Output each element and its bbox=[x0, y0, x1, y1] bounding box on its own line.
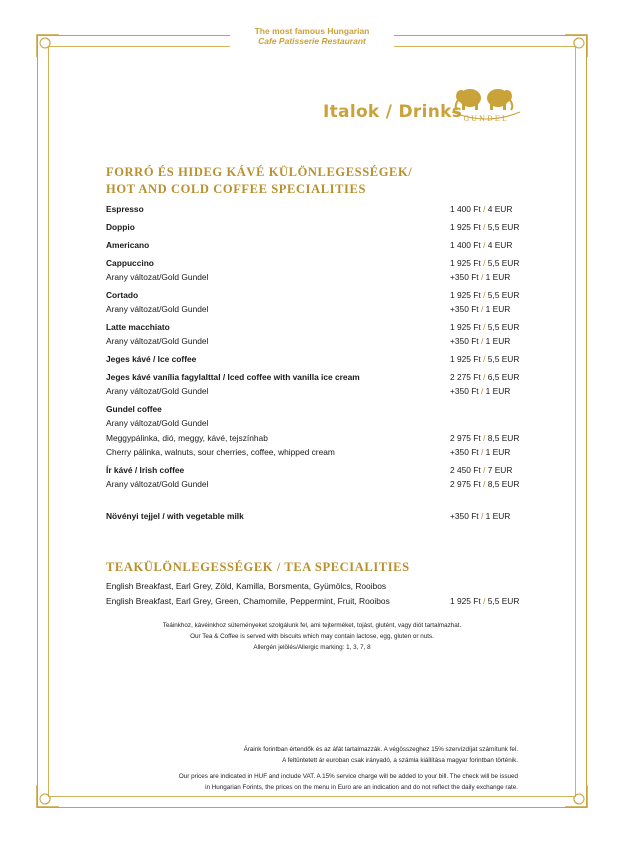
item-name: Cortado bbox=[106, 290, 139, 300]
section-title-tea: TEAKÜLÖNLEGESSÉGEK / TEA SPECIALITIES bbox=[106, 560, 410, 574]
item-price: 2 975 Ft / 8,5 EUR bbox=[450, 479, 520, 489]
menu-item bbox=[106, 354, 526, 365]
menu-item bbox=[106, 372, 526, 383]
price-huf: 1 400 Ft bbox=[450, 204, 481, 214]
item-name: Espresso bbox=[106, 204, 144, 214]
price-huf: 2 975 Ft bbox=[450, 433, 481, 443]
item-price: 1 925 Ft / 5,5 EUR bbox=[450, 596, 520, 606]
menu-item-variant bbox=[106, 447, 526, 458]
price-eur: 1 EUR bbox=[485, 272, 511, 282]
menu-item bbox=[106, 465, 526, 476]
price-huf: +350 Ft bbox=[450, 304, 479, 314]
price-huf: +350 Ft bbox=[450, 511, 479, 521]
menu-item bbox=[106, 240, 526, 251]
menu-item bbox=[106, 222, 526, 233]
section-title-coffee-en: HOT AND COLD COFFEE SPECIALITIES bbox=[106, 182, 366, 196]
corner-ornament-icon bbox=[561, 781, 591, 811]
price-huf: 1 925 Ft bbox=[450, 222, 481, 232]
item-name: English Breakfast, Earl Grey, Zöld, Kamilla, Borsmenta, Gyümölcs, Rooibos bbox=[106, 581, 387, 591]
price-huf: 1 925 Ft bbox=[450, 354, 481, 364]
item-price: +350 Ft / 1 EUR bbox=[450, 336, 511, 346]
price-eur: 1 EUR bbox=[485, 386, 511, 396]
footer-price-note-hu: Áraink forintban értendők és az áfát tartalmazzák. A végösszeghez 15% szervízdíjat számítunk fel. bbox=[243, 746, 518, 753]
item-price: +350 Ft / 1 EUR bbox=[450, 447, 511, 457]
price-huf: 2 450 Ft bbox=[450, 465, 481, 475]
menu-item-variant bbox=[106, 433, 526, 444]
gundel-logo bbox=[448, 84, 524, 124]
item-name: Arany változat/Gold Gundel bbox=[106, 304, 209, 314]
menu-item-variant bbox=[106, 479, 526, 490]
item-name: Arany változat/Gold Gundel bbox=[106, 418, 209, 428]
price-eur: 4 EUR bbox=[487, 240, 513, 250]
item-name: Doppio bbox=[106, 222, 135, 232]
item-name: Latte macchiato bbox=[106, 322, 170, 332]
price-huf: 1 925 Ft bbox=[450, 322, 481, 332]
menu-item bbox=[106, 596, 526, 607]
item-name: Jeges kávé / Ice coffee bbox=[106, 354, 197, 364]
item-name: Ír kávé / Irish coffee bbox=[106, 465, 185, 475]
page-title: Italok / Drinks bbox=[323, 102, 463, 122]
price-eur: 5,5 EUR bbox=[487, 322, 520, 332]
brand-subtitle: Cafe Patisserie Restaurant bbox=[258, 36, 366, 46]
price-eur: 7 EUR bbox=[487, 465, 513, 475]
price-huf: 1 925 Ft bbox=[450, 258, 481, 268]
item-price: 1 925 Ft / 5,5 EUR bbox=[450, 258, 520, 268]
menu-item bbox=[106, 290, 526, 301]
item-price: 2 975 Ft / 8,5 EUR bbox=[450, 433, 520, 443]
item-name: Jeges kávé vanília fagylalttal / Iced coffee with vanilla ice cream bbox=[106, 372, 360, 382]
price-eur: 1 EUR bbox=[485, 336, 511, 346]
menu-item-variant bbox=[106, 272, 526, 283]
price-eur: 6,5 EUR bbox=[487, 372, 520, 382]
footer-euro-note-en: in Hungarian Forints, the prices on the menu in Euro are an indication and do not reflect the daily exchange rate. bbox=[205, 784, 518, 791]
item-name: Arany változat/Gold Gundel bbox=[106, 386, 209, 396]
logo-wordmark: GUNDEL bbox=[463, 115, 509, 123]
item-price: +350 Ft / 1 EUR bbox=[450, 304, 511, 314]
item-price: 2 275 Ft / 6,5 EUR bbox=[450, 372, 520, 382]
item-name: Arany változat/Gold Gundel bbox=[106, 272, 209, 282]
section-title-coffee: FORRÓ ÉS HIDEG KÁVÉ KÜLÖNLEGESSÉGEK/ bbox=[106, 165, 413, 179]
price-huf: 1 925 Ft bbox=[450, 596, 481, 606]
menu-item-variant bbox=[106, 418, 526, 429]
item-name: Gundel coffee bbox=[106, 404, 162, 414]
price-huf: +350 Ft bbox=[450, 272, 479, 282]
item-name: English Breakfast, Earl Grey, Green, Chamomile, Peppermint, Fruit, Rooibos bbox=[106, 596, 390, 606]
item-price: 1 925 Ft / 5,5 EUR bbox=[450, 290, 520, 300]
price-eur: 5,5 EUR bbox=[487, 354, 520, 364]
price-huf: 1 400 Ft bbox=[450, 240, 481, 250]
item-price: 2 450 Ft / 7 EUR bbox=[450, 465, 513, 475]
price-eur: 8,5 EUR bbox=[487, 479, 520, 489]
corner-ornament-icon bbox=[33, 781, 63, 811]
menu-item bbox=[106, 581, 526, 592]
footer-euro-note-hu: A feltüntetett ár euroban csak irányadó, a számla kiállítása magyar forintban történik. bbox=[282, 757, 518, 764]
price-huf: +350 Ft bbox=[450, 386, 479, 396]
item-name: Növényi tejjel / with vegetable milk bbox=[106, 511, 244, 521]
price-eur: 5,5 EUR bbox=[487, 290, 520, 300]
biscuits-note-hu: Teáinkhoz, kávéinkhoz süteményeket szolgálunk fel, ami tejterméket, tojást, glutént, vagy diót tartalmazhat. bbox=[162, 622, 462, 629]
item-name: Arany változat/Gold Gundel bbox=[106, 479, 209, 489]
biscuits-note-en: Our Tea & Coffee is served with biscuits which may contain lactose, egg, gluten or nuts. bbox=[190, 633, 434, 640]
item-name: Arany változat/Gold Gundel bbox=[106, 336, 209, 346]
price-eur: 1 EUR bbox=[485, 447, 511, 457]
item-price: 1 925 Ft / 5,5 EUR bbox=[450, 354, 520, 364]
menu-item bbox=[106, 511, 526, 522]
menu-item-variant bbox=[106, 386, 526, 397]
item-price: +350 Ft / 1 EUR bbox=[450, 511, 511, 521]
price-huf: 1 925 Ft bbox=[450, 290, 481, 300]
item-price: +350 Ft / 1 EUR bbox=[450, 272, 511, 282]
item-price: 1 400 Ft / 4 EUR bbox=[450, 240, 513, 250]
price-huf: +350 Ft bbox=[450, 336, 479, 346]
menu-item bbox=[106, 204, 526, 215]
price-eur: 1 EUR bbox=[485, 304, 511, 314]
menu-item-variant bbox=[106, 304, 526, 315]
price-eur: 5,5 EUR bbox=[487, 596, 520, 606]
item-name: Cherry pálinka, walnuts, sour cherries, coffee, whipped cream bbox=[106, 447, 335, 457]
item-price: 1 925 Ft / 5,5 EUR bbox=[450, 322, 520, 332]
price-huf: 2 275 Ft bbox=[450, 372, 481, 382]
item-price: +350 Ft / 1 EUR bbox=[450, 386, 511, 396]
menu-item bbox=[106, 404, 526, 415]
price-eur: 5,5 EUR bbox=[487, 258, 520, 268]
item-name: Americano bbox=[106, 240, 150, 250]
brand-tagline: The most famous Hungarian bbox=[254, 26, 370, 36]
menu-item-variant bbox=[106, 336, 526, 347]
item-price: 1 400 Ft / 4 EUR bbox=[450, 204, 513, 214]
price-eur: 5,5 EUR bbox=[487, 222, 520, 232]
item-price: 1 925 Ft / 5,5 EUR bbox=[450, 222, 520, 232]
price-huf: +350 Ft bbox=[450, 447, 479, 457]
item-name: Cappuccino bbox=[106, 258, 154, 268]
price-eur: 8,5 EUR bbox=[487, 433, 520, 443]
price-eur: 4 EUR bbox=[487, 204, 513, 214]
menu-item bbox=[106, 322, 526, 333]
brand-header bbox=[0, 26, 624, 46]
allergen-note: Allergén jelölés/Allergic marking: 1, 3, 7, 8 bbox=[253, 644, 371, 651]
menu-item bbox=[106, 258, 526, 269]
price-huf: 2 975 Ft bbox=[450, 479, 481, 489]
price-eur: 1 EUR bbox=[485, 511, 511, 521]
item-name: Meggypálinka, dió, meggy, kávé, tejszínhab bbox=[106, 433, 268, 443]
footer-price-note-en: Our prices are indicated in HUF and include VAT. A 15% service charge will be added to your bill. The check will be issued bbox=[178, 773, 518, 780]
